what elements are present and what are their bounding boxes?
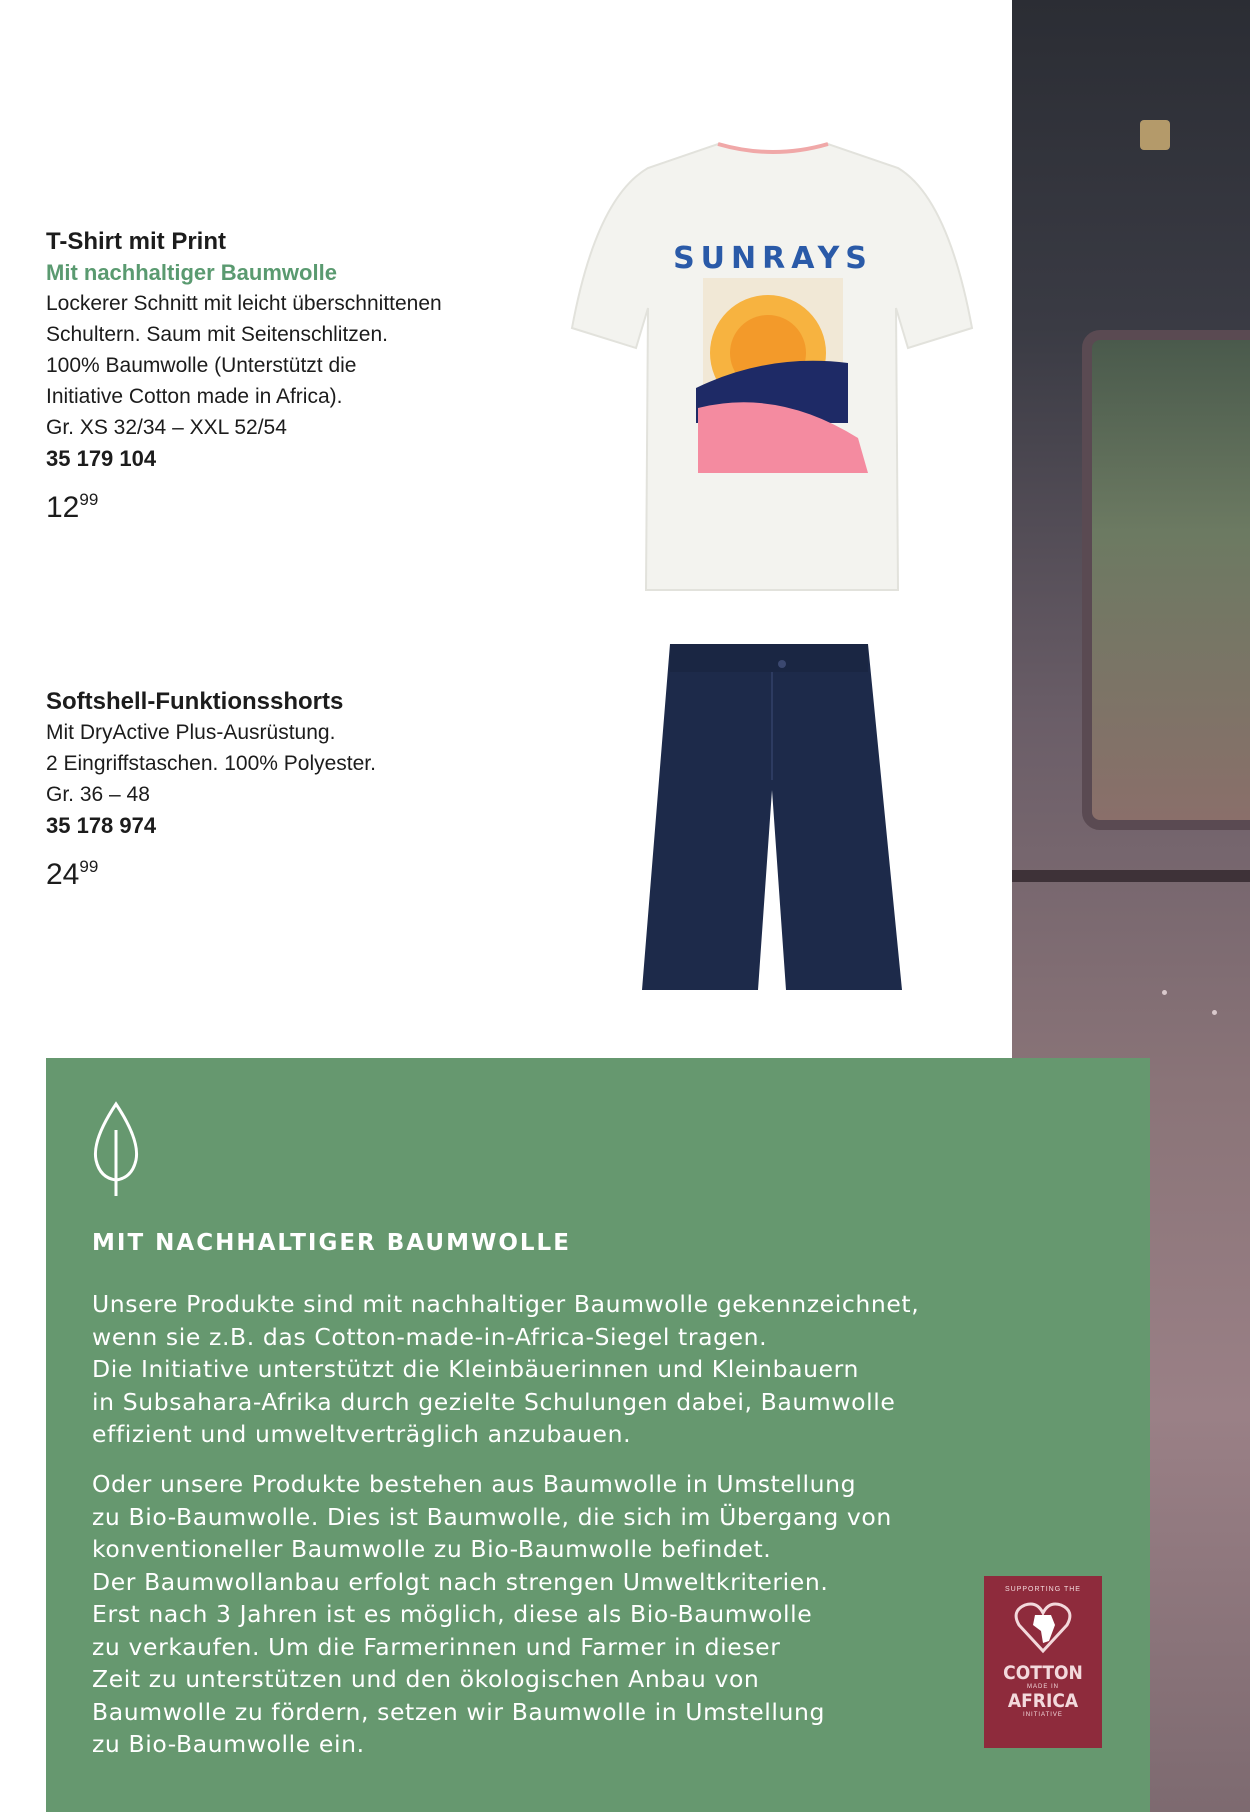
product-sizes: Gr. 36 – 48 <box>46 783 150 806</box>
price-main: 24 <box>46 858 80 891</box>
price-cents: 99 <box>79 857 99 876</box>
paragraph-line: zu Bio-Baumwolle ein. <box>92 1730 365 1758</box>
product-description-line: Initiative Cotton made in Africa). <box>46 385 343 408</box>
info-paragraph-1 <box>92 1288 1032 1451</box>
paragraph-line: wenn sie z.B. das Cotton-made-in-Africa-Siegel tragen. <box>92 1322 768 1351</box>
product-shorts <box>46 686 566 897</box>
product-title: T-Shirt mit Print <box>46 228 226 255</box>
door-handle-shape <box>1140 120 1170 150</box>
product-description-line: Mit DryActive Plus-Ausrüstung. <box>46 721 336 744</box>
vehicle-window-shape <box>1082 330 1250 830</box>
leaf-icon <box>90 1100 142 1198</box>
product-description-line: Lockerer Schnitt mit leicht überschnittenen <box>46 292 442 315</box>
badge-initiative-text: INITIATIVE <box>1023 1712 1063 1718</box>
africa-heart-icon <box>1013 1597 1073 1657</box>
product-description-line: Schultern. Saum mit Seitenschlitzen. <box>46 323 388 346</box>
print-text: SUNRAYS <box>673 241 873 276</box>
product-subtitle: Mit nachhaltiger Baumwolle <box>46 260 337 285</box>
paragraph-line: Zeit zu unterstützen und den ökologischen Anbau von <box>92 1665 760 1693</box>
badge-made-in-text: MADE IN <box>1026 1684 1059 1690</box>
cotton-made-in-africa-badge <box>984 1576 1102 1748</box>
paragraph-line: Oder unsere Produkte bestehen aus Baumwolle in Umstellung <box>92 1470 857 1498</box>
info-heading: MIT NACHHALTIGER BAUMWOLLE <box>92 1230 571 1256</box>
product-title: Softshell-Funktionsshorts <box>46 688 344 715</box>
tshirt-image <box>568 138 978 598</box>
paragraph-line: Baumwolle zu fördern, setzen wir Baumwolle in Umstellung <box>92 1697 826 1726</box>
product-tshirt <box>46 226 566 530</box>
price-cents: 99 <box>79 490 99 509</box>
price <box>46 845 566 897</box>
price-main: 12 <box>46 491 80 524</box>
paragraph-line: Unsere Produkte sind mit nachhaltiger Baumwolle gekennzeichnet, <box>92 1290 920 1318</box>
sunrays-print <box>673 241 873 473</box>
paragraph-line: konventioneller Baumwolle zu Bio-Baumwolle befindet. <box>92 1535 772 1563</box>
paragraph-line: Die Initiative unterstützt die Kleinbäuerinnen und Kleinbauern <box>92 1355 860 1383</box>
vehicle-trim-shape <box>1012 870 1250 882</box>
rivet-shape <box>1162 990 1167 995</box>
shorts-image <box>640 640 902 996</box>
paragraph-line: Der Baumwollanbau erfolgt nach strengen Umweltkriterien. <box>92 1567 829 1596</box>
rivet-shape <box>1212 1010 1217 1015</box>
sustainability-info-box <box>46 1058 1150 1812</box>
paragraph-line: Erst nach 3 Jahren ist es möglich, diese als Bio-Baumwolle <box>92 1600 813 1628</box>
paragraph-line: zu verkaufen. Um die Farmerinnen und Farmer in dieser <box>92 1632 781 1661</box>
badge-africa-text: AFRICA <box>1007 1690 1079 1712</box>
price <box>46 478 566 530</box>
product-sizes: Gr. XS 32/34 – XXL 52/54 <box>46 416 287 439</box>
badge-cotton-text: COTTON <box>1003 1662 1083 1684</box>
article-number: 35 178 974 <box>46 813 157 838</box>
product-description-line: 2 Eingriffstaschen. 100% Polyester. <box>46 752 376 775</box>
info-paragraph-2 <box>92 1468 1032 1761</box>
product-description-line: 100% Baumwolle (Unterstützt die <box>46 354 357 377</box>
paragraph-line: effizient und umweltverträglich anzubauen. <box>92 1420 632 1448</box>
paragraph-line: zu Bio-Baumwolle. Dies ist Baumwolle, die sich im Übergang von <box>92 1502 892 1531</box>
article-number: 35 179 104 <box>46 446 157 471</box>
badge-top-text: SUPPORTING THE <box>1005 1586 1081 1593</box>
paragraph-line: in Subsahara-Afrika durch gezielte Schulungen dabei, Baumwolle <box>92 1387 896 1416</box>
